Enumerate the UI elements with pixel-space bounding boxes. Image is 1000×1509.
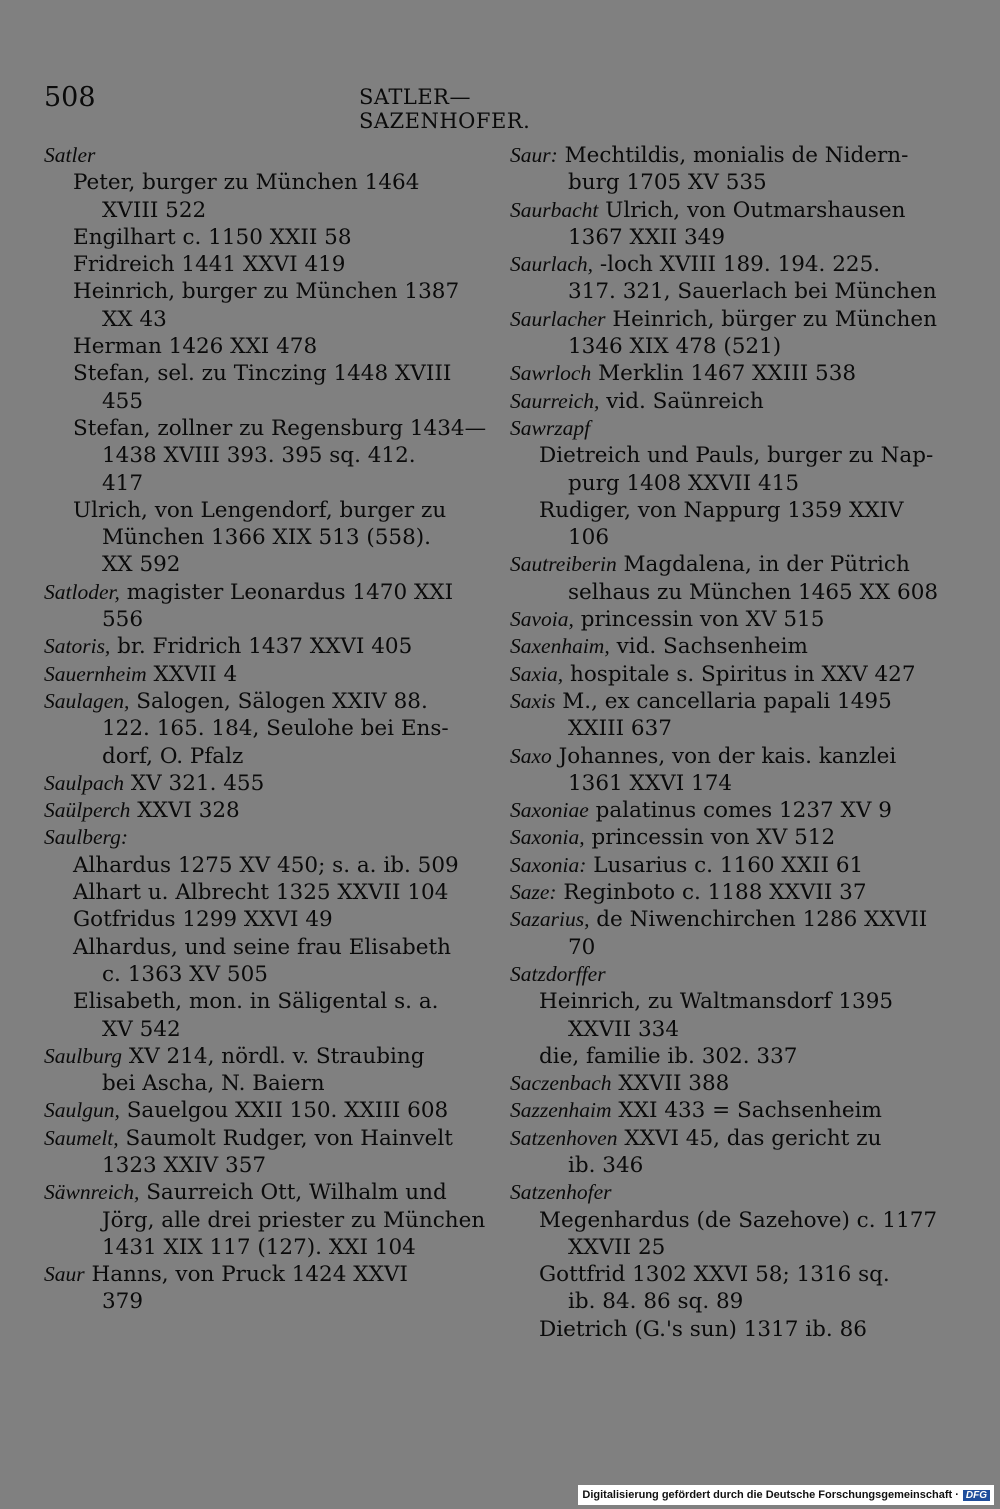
entry-headword: Saxonia:: [510, 852, 587, 877]
entry-text: Dietreich und Pauls, burger zu Nap-: [539, 443, 934, 469]
entry-headword: Satler: [44, 143, 96, 167]
index-entry: [44, 1097, 472, 1124]
entry-text: Alhardus, und seine frau Elisabeth: [73, 934, 451, 960]
entry-headword: Saurlacher: [510, 306, 606, 331]
index-entry: [510, 142, 935, 197]
index-entry: [510, 961, 935, 988]
entry-text: XXVI 328: [137, 798, 240, 824]
entry-text: Rudiger, von Nappurg 1359 XXIV: [539, 497, 904, 523]
entry-continuation-line: burg 1705 XV 535: [568, 170, 767, 196]
entry-first-line: [510, 961, 935, 988]
index-entry: [44, 415, 487, 497]
entry-headword: Saxia,: [510, 661, 564, 686]
entry-continuation-line: XXVII 334: [568, 1016, 679, 1042]
entry-first-line: [44, 879, 472, 906]
entry-text: Salogen, Sälogen XXIV 88.: [136, 688, 428, 714]
entry-text: Ulrich, von Lengendorf, burger zu: [73, 497, 447, 523]
entry-text: XV 321. 455: [130, 770, 265, 796]
entry-headword: Sazzenhaim: [510, 1098, 612, 1123]
index-entry: [510, 360, 935, 387]
index-entry: [44, 1043, 472, 1098]
entry-text: Peter, burger zu München 1464: [73, 170, 420, 196]
entry-headword: Saxis: [510, 688, 556, 713]
entry-first-line: [44, 333, 472, 360]
index-entry: [44, 1179, 486, 1261]
entry-headword: Saulburg: [44, 1043, 123, 1068]
index-entry: [44, 688, 472, 770]
entry-continuation-line: XXIII 637: [568, 716, 672, 742]
page-header: [44, 82, 634, 133]
entry-first-line: [510, 988, 935, 1015]
index-entry: [510, 197, 935, 252]
index-entry: [44, 224, 472, 251]
entry-continuation-line: 106: [568, 525, 610, 551]
entry-headword: Saurbacht: [510, 197, 599, 222]
entry-first-line: [510, 388, 935, 415]
index-entry: [510, 415, 935, 442]
entry-headword: Sazarius,: [510, 907, 590, 932]
entry-first-line: [44, 142, 472, 169]
index-column-left: [44, 142, 487, 1316]
index-entry: [44, 579, 472, 634]
entry-continuation-line: XVIII 522: [102, 197, 207, 223]
entry-text: Stefan, zollner zu Regensburg 1434—: [73, 415, 487, 441]
entry-first-line: [510, 1125, 935, 1152]
index-entry: [510, 852, 935, 879]
entry-text: XXVII 4: [153, 661, 238, 687]
index-entry: [44, 360, 472, 415]
index-entry: [510, 1179, 935, 1206]
index-entry: [44, 661, 472, 688]
entry-first-line: [510, 360, 935, 387]
entry-text: palatinus comes 1237 XV 9: [595, 798, 892, 824]
index-entry: [510, 1207, 938, 1262]
entry-text: XV 214, nördl. v. Straubing: [128, 1043, 425, 1069]
entry-first-line: [510, 633, 935, 660]
index-entry: [44, 1261, 472, 1316]
entry-headword: Saülperch: [44, 798, 131, 823]
entry-text: Heinrich, burger zu München 1387: [73, 279, 460, 305]
entry-first-line: [510, 197, 935, 224]
entry-first-line: [44, 251, 472, 278]
entry-text: de Niwenchirchen 1286 XXVII: [596, 907, 928, 933]
index-entry: [510, 606, 935, 633]
entry-text: die, familie ib. 302. 337: [539, 1043, 798, 1069]
entry-headword: Sautreiberin: [510, 552, 617, 577]
entry-first-line: [44, 688, 472, 715]
entry-first-line: [44, 906, 472, 933]
entry-text: princessin von XV 515: [580, 607, 825, 633]
entry-text: Gottfrid 1302 XXVI 58; 1316 sq.: [539, 1262, 890, 1288]
entry-text: Magdalena, in der Pütrich: [623, 552, 910, 578]
entry-first-line: [510, 852, 935, 879]
entry-headword: Saurlach,: [510, 252, 594, 277]
entry-continuation-line: 1438 XVIII 393. 395 sq. 412.: [102, 443, 416, 469]
entry-first-line: [44, 824, 472, 851]
entry-continuation-line: dorf, O. Pfalz: [102, 743, 244, 769]
entry-headword: Säwnreich,: [44, 1180, 140, 1205]
entry-text: Johannes, von der kais. kanzlei: [558, 743, 897, 769]
entry-text: Mechtildis, monialis de Nidern-: [564, 143, 909, 168]
entry-text: Ulrich, von Outmarshausen: [605, 197, 906, 223]
entry-continuation-line: 379: [102, 1289, 144, 1315]
entry-headword: Sawrloch: [510, 361, 592, 386]
entry-text: Dietrich (G.'s sun) 1317 ib. 86: [539, 1316, 867, 1342]
index-column-right: [510, 142, 939, 1343]
entry-text: XXI 433 = Sachsenheim: [618, 1098, 882, 1124]
entry-first-line: [44, 278, 472, 305]
entry-text: Megenhardus (de Sazehove) c. 1177: [539, 1207, 938, 1233]
entry-text: Reginboto c. 1188 XXVII 37: [563, 880, 867, 906]
entry-continuation-line: ib. 84. 86 sq. 89: [568, 1289, 744, 1315]
entry-text: hospitale s. Spiritus in XXV 427: [570, 661, 916, 687]
index-entry: [44, 278, 472, 333]
index-entry: [44, 934, 472, 989]
entry-text: Saurreich Ott, Wilhalm und: [146, 1180, 447, 1206]
entry-first-line: [510, 415, 935, 442]
entry-first-line: [510, 1179, 935, 1206]
index-entry: [44, 633, 472, 660]
footer-credit: [578, 1485, 994, 1505]
entry-continuation-line: 455: [102, 388, 144, 414]
index-entry: [44, 824, 472, 851]
entry-text: Saumolt Rudger, von Hainvelt: [125, 1125, 453, 1151]
entry-text: XXVI 45, das gericht zu: [624, 1125, 882, 1151]
footer-credit-text: Digitalisierung gefördert durch die Deutsche Forschungsgemeinschaft ·: [582, 1489, 959, 1501]
entry-text: XXVII 388: [618, 1071, 730, 1097]
entry-headword: Saze:: [510, 880, 557, 905]
entry-text: Heinrich, bürger zu München: [612, 306, 937, 332]
entry-text: Hanns, von Pruck 1424 XXVI: [91, 1262, 408, 1288]
entry-first-line: [44, 661, 472, 688]
entry-continuation-line: 122. 165. 184, Seulohe bei Ens-: [102, 716, 449, 742]
entry-headword: Saumelt,: [44, 1125, 119, 1150]
entry-first-line: [510, 142, 935, 169]
index-entry: [44, 770, 472, 797]
entry-text: Fridreich 1441 XXVI 419: [73, 252, 346, 278]
index-entry: [510, 879, 935, 906]
index-entry: [510, 551, 939, 606]
entry-first-line: [510, 306, 935, 333]
entry-first-line: [510, 251, 935, 278]
entry-continuation-line: ib. 346: [568, 1152, 644, 1178]
index-entry: [510, 251, 935, 306]
entry-continuation-line: selhaus zu München 1465 XX 608: [568, 579, 939, 605]
entry-continuation-line: 317. 321, Sauerlach bei München: [568, 279, 937, 305]
entry-continuation-line: 1346 XIX 478 (521): [568, 334, 782, 360]
entry-headword: Satzenhofer: [510, 1180, 612, 1205]
entry-text: Stefan, sel. zu Tinczing 1448 XVIII: [73, 361, 452, 387]
entry-continuation-line: 1361 XXVI 174: [568, 770, 733, 796]
index-entry: [510, 306, 935, 361]
entry-headword: Satzenhoven: [510, 1125, 618, 1150]
entry-continuation-line: bei Ascha, N. Baiern: [102, 1071, 325, 1097]
index-entry: [44, 1125, 472, 1180]
entry-first-line: [510, 1261, 935, 1288]
entry-first-line: [510, 1316, 935, 1343]
entry-text: vid. Sachsenheim: [616, 634, 808, 660]
entry-text: Herman 1426 XXI 478: [73, 334, 318, 360]
entry-first-line: [510, 688, 935, 715]
index-entry: [44, 879, 472, 906]
entry-first-line: [44, 1179, 472, 1206]
index-entry: [510, 661, 935, 688]
index-entry: [510, 824, 935, 851]
entry-headword: Satloder,: [44, 579, 120, 604]
index-entry: [510, 1316, 935, 1343]
entry-text: Elisabeth, mon. in Säligental s. a.: [73, 989, 439, 1015]
entry-continuation-line: XX 592: [102, 552, 181, 578]
entry-first-line: [510, 743, 935, 770]
entry-first-line: [44, 852, 472, 879]
entry-first-line: [44, 988, 472, 1015]
index-entry: [510, 442, 935, 497]
entry-continuation-line: 70: [568, 934, 596, 960]
entry-continuation-line: XXVII 25: [568, 1234, 666, 1260]
entry-first-line: [510, 606, 935, 633]
entry-continuation-line: München 1366 XIX 513 (558).: [102, 525, 432, 551]
index-entry: [510, 633, 935, 660]
entry-first-line: [44, 169, 472, 196]
entry-continuation-line: XV 542: [102, 1016, 181, 1042]
entry-headword: Saczenbach: [510, 1071, 612, 1096]
entry-first-line: [44, 415, 487, 442]
entry-continuation-line: Jörg, alle drei priester zu München: [102, 1207, 486, 1233]
entry-text: vid. Saünreich: [606, 388, 764, 414]
entry-text: Merklin 1467 XXIII 538: [598, 361, 857, 387]
entry-text: Lusarius c. 1160 XXII 61: [593, 852, 864, 878]
entry-first-line: [44, 579, 472, 606]
index-entry: [44, 797, 472, 824]
index-entry: [44, 988, 472, 1043]
entry-headword: Savoia,: [510, 607, 574, 632]
entry-headword: Saxenhaim,: [510, 634, 610, 659]
index-entry: [510, 988, 935, 1043]
entry-first-line: [44, 770, 472, 797]
entry-first-line: [510, 442, 935, 469]
index-entry: [510, 743, 935, 798]
entry-first-line: [510, 661, 935, 688]
entry-first-line: [510, 824, 935, 851]
entry-headword: Saulagen,: [44, 688, 130, 713]
entry-first-line: [510, 906, 935, 933]
index-entry: [510, 1097, 935, 1124]
entry-first-line: [44, 1261, 472, 1288]
entry-headword: Saxonia,: [510, 825, 585, 850]
entry-headword: Satoris,: [44, 634, 111, 659]
dfg-logo: DFG: [963, 1490, 990, 1501]
entry-first-line: [510, 879, 935, 906]
index-entry: [510, 1070, 935, 1097]
entry-first-line: [44, 797, 472, 824]
entry-first-line: [510, 1207, 938, 1234]
index-entry: [510, 1261, 935, 1316]
entry-first-line: [510, 497, 935, 524]
entry-first-line: [44, 224, 472, 251]
entry-headword: Sawrzapf: [510, 415, 591, 440]
index-entry: [44, 169, 472, 224]
entry-first-line: [510, 551, 935, 578]
entry-first-line: [44, 497, 472, 524]
index-entry: [44, 142, 472, 169]
entry-headword: Saur:: [510, 143, 558, 167]
entry-continuation-line: 417: [102, 470, 144, 496]
entry-text: -loch XVIII 189. 194. 225.: [599, 252, 881, 278]
index-entry: [510, 388, 935, 415]
entry-text: Alhart u. Albrecht 1325 XXVII 104: [73, 880, 449, 906]
entry-headword: Saulgun,: [44, 1098, 120, 1123]
entry-continuation-line: 1323 XXIV 357: [102, 1152, 267, 1178]
entry-first-line: [510, 1097, 935, 1124]
entry-text: princessin von XV 512: [591, 825, 836, 851]
index-entry: [510, 688, 935, 743]
entry-headword: Saurreich,: [510, 388, 600, 413]
index-entry: [44, 852, 472, 879]
entry-text: M., ex cancellaria papali 1495: [562, 688, 892, 714]
entry-first-line: [44, 360, 472, 387]
entry-text: br. Fridrich 1437 XXVI 405: [117, 634, 413, 660]
index-entry: [44, 497, 472, 579]
entry-continuation-line: 556: [102, 607, 144, 633]
index-entry: [510, 497, 935, 552]
entry-text: Sauelgou XXII 150. XXIII 608: [126, 1098, 449, 1124]
index-entry: [510, 1043, 935, 1070]
entry-continuation-line: 1367 XXII 349: [568, 224, 726, 250]
entry-continuation-line: purg 1408 XXVII 415: [568, 470, 800, 496]
index-entry: [44, 251, 472, 278]
entry-headword: Saxo: [510, 743, 552, 768]
entry-first-line: [44, 633, 472, 660]
index-entry: [44, 333, 472, 360]
entry-first-line: [44, 934, 472, 961]
entry-continuation-line: c. 1363 XV 505: [102, 961, 268, 987]
index-entry: [510, 797, 935, 824]
entry-continuation-line: 1431 XIX 117 (127). XXI 104: [102, 1234, 416, 1260]
entry-continuation-line: XX 43: [102, 306, 167, 332]
index-entry: [510, 906, 935, 961]
entry-headword: Saulberg:: [44, 825, 128, 850]
index-entry: [510, 1125, 935, 1180]
entry-text: magister Leonardus 1470 XXI: [126, 579, 454, 605]
entry-text: Engilhart c. 1150 XXII 58: [73, 224, 352, 250]
entry-first-line: [510, 1043, 935, 1070]
entry-first-line: [44, 1125, 472, 1152]
running-head: SATLER—SAZENHOFER.: [359, 85, 531, 133]
entry-first-line: [44, 1043, 472, 1070]
index-entry: [44, 906, 472, 933]
entry-text: Alhardus 1275 XV 450; s. a. ib. 509: [73, 852, 459, 878]
entry-headword: Satzdorffer: [510, 961, 606, 986]
entry-headword: Saxoniae: [510, 798, 589, 823]
entry-headword: Saur: [44, 1262, 85, 1287]
entry-text: Heinrich, zu Waltmansdorf 1395: [539, 989, 894, 1015]
entry-headword: Sauernheim: [44, 661, 147, 686]
entry-first-line: [44, 1097, 472, 1124]
page-number: 508: [44, 82, 96, 113]
entry-headword: Saulpach: [44, 770, 125, 795]
entry-text: Gotfridus 1299 XXVI 49: [73, 907, 333, 933]
entry-first-line: [510, 797, 935, 824]
entry-first-line: [510, 1070, 935, 1097]
